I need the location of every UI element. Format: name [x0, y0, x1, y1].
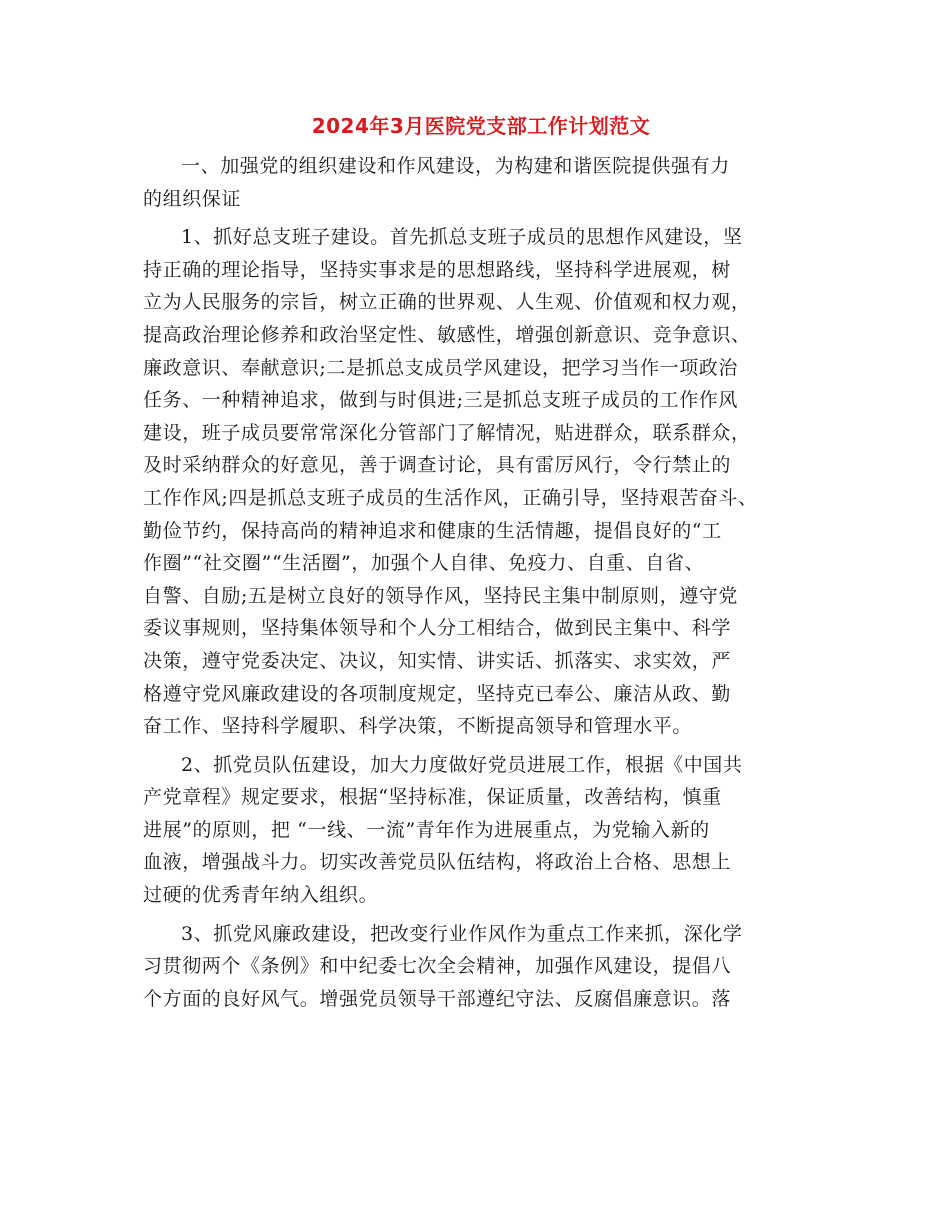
paragraph-line: 委议事规则，坚持集体领导和个人分工相结合，做到民主集中、科学 [143, 617, 732, 640]
paragraph-2 [143, 221, 819, 743]
paragraph-line: 血液，增强战斗力。切实改善党员队伍结构，将政治上合格、思想上 [143, 851, 732, 874]
paragraph-line: 产党章程》规定要求，根据“坚持标准，保证质量，改善结构，慎重 [143, 786, 722, 809]
paragraph-line: 奋工作、坚持科学履职、科学决策，不断提高领导和管理水平。 [143, 715, 692, 738]
paragraph-line: 格遵守党风廉政建设的各项制度规定，坚持克已奉公、廉洁从政、勤 [143, 682, 732, 705]
document-title: 2024年3月医院党支部工作计划范文 [311, 114, 651, 138]
paragraph-line: 廉政意识、奉献意识;二是抓总支成员学风建设，把学习当作一项政治 [143, 356, 739, 379]
paragraph-3 [143, 749, 819, 912]
paragraph-line: 作圈”“社交圈”“生活圈”，加强个人自律、免疫力、自重、自省、 [143, 552, 705, 575]
paragraph-line: 3、抓党风廉政建设，把改变行业作风作为重点工作来抓，深化学 [181, 922, 743, 945]
paragraph-line: 的组织保证 [143, 187, 242, 210]
paragraph-line: 建设，班子成员要常常深化分管部门了解情况，贴进群众，联系群众， [143, 421, 751, 444]
paragraph-line: 任务、一种精神追求，做到与时俱进;三是抓总支班子成员的工作作风 [143, 389, 739, 412]
paragraph-line: 习贯彻两个《条例》和中纪委七次全会精神，加强作风建设，提倡八 [143, 955, 732, 978]
paragraph-line: 及时采纳群众的好意见，善于调查讨论，具有雷厉风行，令行禁止的 [143, 454, 732, 477]
paragraph-4 [143, 918, 819, 1016]
paragraph-1 [143, 150, 819, 215]
paragraph-line: 个方面的良好风气。增强党员领导干部遵纪守法、反腐倡廉意识。落 [143, 987, 732, 1010]
paragraph-line: 提高政治理论修养和政治坚定性、敏感性，增强创新意识、竞争意识、 [143, 323, 751, 346]
paragraph-line: 勤俭节约，保持高尚的精神追求和健康的生活情趣，提倡良好的“工 [143, 519, 722, 542]
paragraph-line: 工作作风;四是抓总支班子成员的生活作风，正确引导，坚持艰苦奋斗、 [143, 486, 758, 509]
document-page [143, 112, 819, 1021]
paragraph-line: 立为人民服务的宗旨，树立正确的世界观、人生观、价值观和权力观， [143, 291, 751, 314]
paragraph-line: 过硬的优秀青年纳入组织。 [143, 884, 379, 907]
paragraph-line: 自警、自励;五是树立良好的领导作风，坚持民主集中制原则，遵守党 [143, 584, 739, 607]
paragraph-line: 一、加强党的组织建设和作风建设，为构建和谐医院提供强有力 [181, 155, 730, 177]
paragraph-line: 持正确的理论指导，坚持实事求是的思想路线，坚持科学进展观，树 [143, 258, 732, 281]
paragraph-line: 1、抓好总支班子建设。首先抓总支班子成员的思想作风建设，坚 [181, 226, 743, 249]
paragraph-line: 2、抓党员队伍建设，加大力度做好党员进展工作，根据《中国共 [181, 753, 743, 776]
paragraph-line: 决策，遵守党委决定、决议，知实情、讲实话、抓落实、求实效，严 [143, 649, 732, 672]
paragraph-line: 进展”的原则，把 “一线、一流”青年作为进展重点，为党输入新的 [143, 818, 710, 841]
